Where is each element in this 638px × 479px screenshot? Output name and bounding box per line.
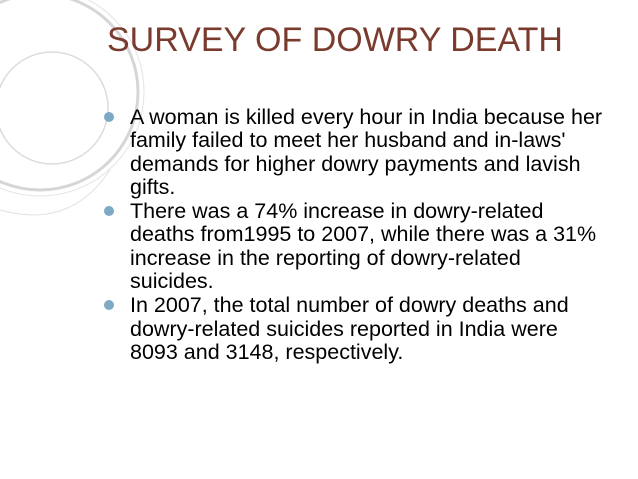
slide-title: SURVEY OF DOWRY DEATH [107, 21, 563, 59]
bullet-dot-icon [104, 206, 114, 216]
decorative-arc [0, 170, 110, 215]
bullet-list [103, 106, 603, 365]
bullet-item [103, 106, 603, 199]
bullet-text: A woman is killed every hour in India because her family failed to meet her husband and in-laws' demands for higher dowry payments and lavish gifts. [130, 105, 603, 199]
bullet-text: In 2007, the total number of dowry deaths and dowry-related suicides reported in India were 8093 and 3148, respectively. [130, 293, 569, 364]
bullet-item [103, 200, 603, 293]
bullet-text: There was a 74% increase in dowry-related deaths from1995 to 2007, while there was a 31% increase in the reporting of dowry-related suicides. [130, 199, 597, 294]
bullet-item [103, 294, 603, 364]
bullet-dot-icon [104, 112, 114, 122]
bullet-dot-icon [104, 300, 114, 310]
decorative-ring-small [0, 52, 108, 164]
